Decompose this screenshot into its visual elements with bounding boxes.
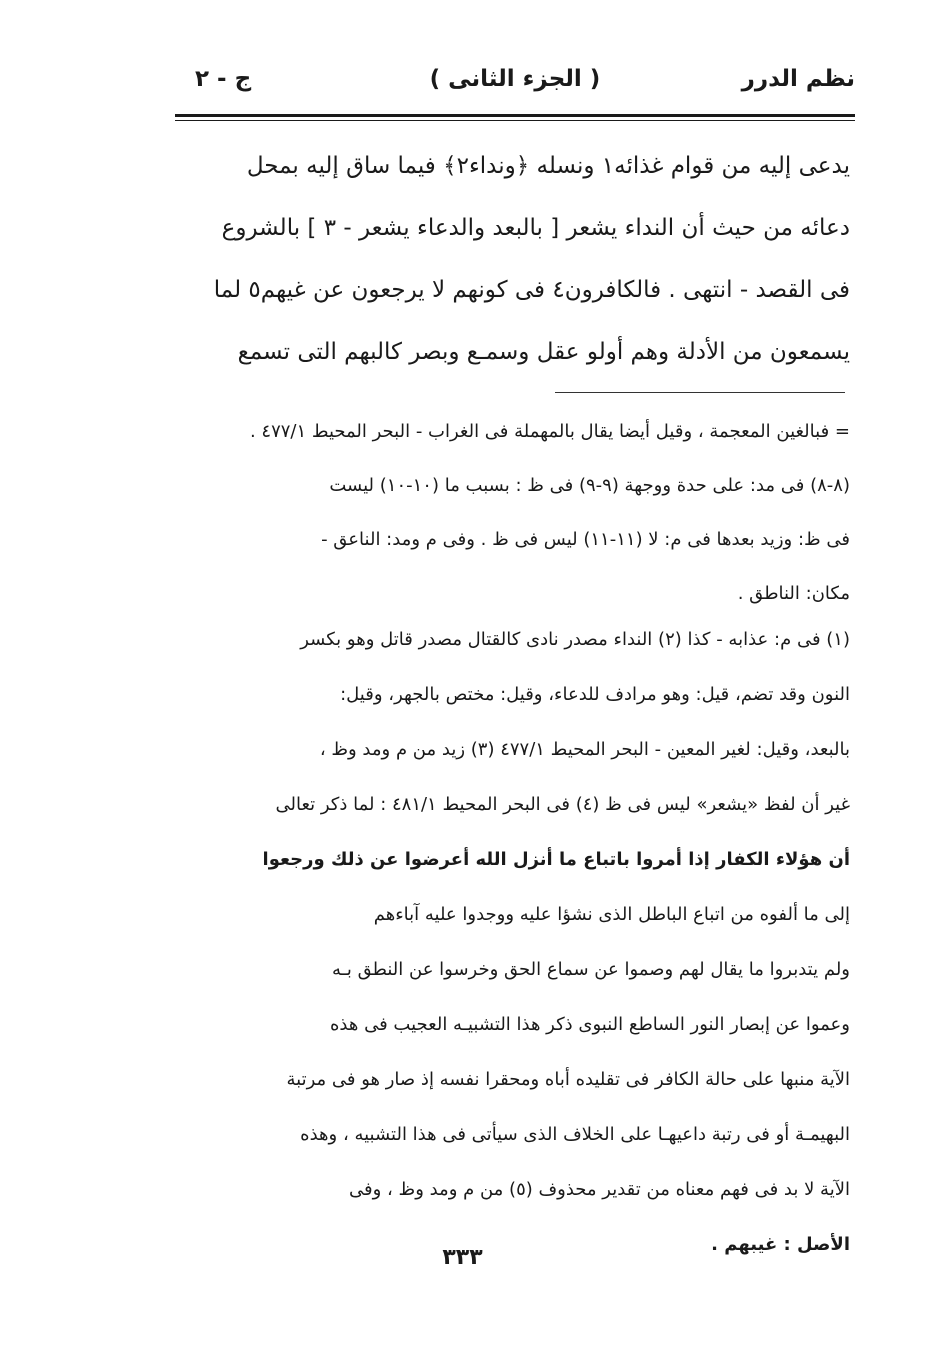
footnote-line: وعموا عن إبصار النور الساطع النبوى ذكر هذا التشبيـه العجيب فى هذه: [330, 1014, 850, 1035]
footnote-line: بالبعد، وقيل: لغير المعين - البحر المحيط ٤٧٧/١ (٣) زيد من م ومد وظ ،: [319, 739, 850, 760]
footnote-line: البهيمـة أو فى رتبة داعيهـا على الخلاف الذى سيأتى فى هذا التشبيه ، وهذه: [300, 1124, 850, 1145]
footnote-line: الآية لا بد فى فهم معناه من تقدير محذوف (٥) من م ومد وظ ، وفى: [349, 1179, 850, 1200]
body-line: يدعى إليه من قوام غذائه١ ونسله ﴿ونداء٢﴾ فيما ساق إليه بمحل: [246, 153, 850, 179]
footnote-line: أن هؤلاء الكفار إذا أمروا باتباع ما أنزل الله أعرضوا عن ذلك ورجعوا: [262, 849, 850, 870]
body-line: فى القصد - انتهى . فالكافرون٤ فى كونهم لا يرجعون عن غيهم٥ لما: [213, 277, 850, 303]
footnote-line: مكان: الناطق .: [737, 583, 850, 604]
footnote-line: (١) فى م: عذابه - كذا (٢) النداء مصدر نادى كالقتال مصدر قاتل وهو بكسر: [300, 629, 850, 650]
footnote-line: الأصل : غيبهم .: [711, 1234, 850, 1255]
footnote-divider: [555, 392, 845, 393]
footnote-line: = فبالغين المعجمة ، وقيل أيضا يقال بالمهملة فى الغراب - البحر المحيط ٤٧٧/١ .: [249, 421, 850, 442]
part-label: ج - ٢: [195, 66, 252, 92]
footnotes-continued: [195, 405, 850, 621]
footnote-line: ولم يتدبروا ما يقال لهم وصموا عن سماع الحق وخرسوا عن النطق بـه: [331, 959, 850, 980]
book-title: نظم الدرر: [741, 66, 855, 92]
footnote-line: الآية منبها على حالة الكافر فى تقليده أباه ومحقرا نفسه إذ صار هو فى مرتبة: [286, 1069, 850, 1090]
footnote-line: النون وقد تضم، قيل: وهو مرادف للدعاء، وقيل: مختص بالجهر، وقيل:: [340, 684, 850, 705]
page-number: ٣٣٣: [442, 1245, 483, 1270]
footnote-line: فى ظ: وزيد بعدها فى م: لا (١١-١١) ليس فى ظ . وفى م ومد: الناعق -: [321, 529, 850, 550]
page-header: [175, 58, 855, 110]
footnote-line: إلى ما ألفوه من اتباع الباطل الذى نشؤا عليه ووجدوا عليه آباءهم: [373, 904, 850, 925]
footnote-line: غير أن لفظ «يشعر» ليس فى ظ (٤) فى البحر المحيط ٤٨١/١ : لما ذكر تعالى: [275, 794, 850, 815]
volume-label: ( الجزء الثانى ): [429, 66, 601, 92]
main-body-text: [200, 135, 850, 383]
body-line: يسمعون من الأدلة وهم أولو عقل وسمـع وبصر كالبهم التى تسمع: [237, 339, 850, 365]
footnotes: [195, 612, 850, 1272]
header-divider-thin: [175, 120, 855, 121]
header-divider: [175, 114, 855, 117]
footnote-line: (٨-٨) فى مد: على حدة ووجهة (٩-٩) فى ظ : بسبب ما (١٠-١٠) ليست: [329, 475, 850, 496]
body-line: دعائه من حيث أن النداء يشعر [ بالبعد والدعاء يشعر - ٣ ] بالشروع: [221, 215, 850, 241]
